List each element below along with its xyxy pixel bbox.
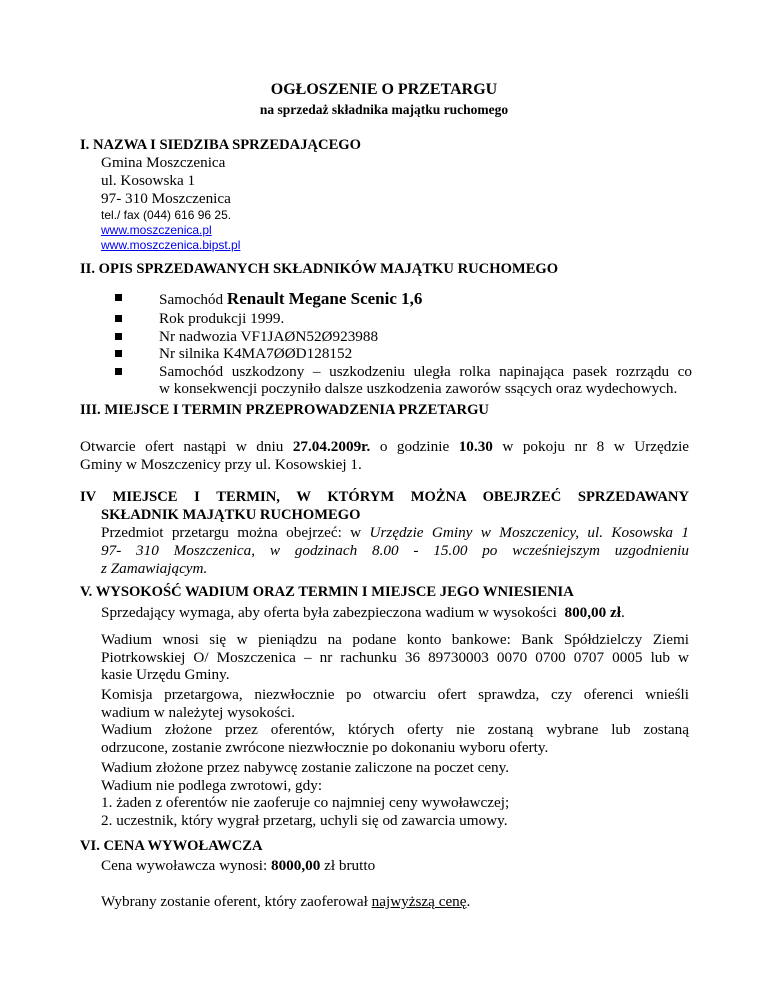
opening-info-line-1: Otwarcie ofert nastąpi w dniu 27.04.2009r. o godzinie 10.30 w pokoju nr 8 w Urzędzie [80, 438, 690, 455]
seller-name: Gmina Moszczenica [101, 154, 226, 171]
list-item: Samochód Renault Megane Scenic 1,6 [112, 289, 692, 310]
document-subtitle: na sprzedaż składnika majątku ruchomego [259, 102, 509, 117]
section-5-heading: V. WYSOKOŚĆ WADIUM ORAZ TERMIN I MIEJSCE JEGO WNIESIENIA [80, 584, 574, 600]
section-6-heading: VI. CENA WYWOŁAWCZA [80, 838, 263, 854]
section-3-heading: III. MIEJSCE I TERMIN PRZEPROWADZENIA PRZETARGU [80, 402, 489, 418]
website-link[interactable]: www.moszczenica.pl [101, 223, 212, 237]
section-4-heading-cont: SKŁADNIK MAJĄTKU RUCHOMEGO [101, 507, 361, 523]
opening-date: 27.04.2009r. [292, 438, 371, 455]
vehicle-details-list [112, 289, 692, 398]
document-title: OGŁOSZENIE O PRZETARGU [270, 81, 498, 98]
viewing-info-line-2: 97- 310 Moszczenica, w godzinach 8.00 - 15.00 po wcześniejszym uzgodnieniu [101, 542, 689, 559]
starting-price: 8000,00 [270, 857, 321, 874]
starting-price-line: Cena wywoławcza wynosi: 8000,00 zł brutto [101, 857, 376, 874]
viewing-location: Urzędzie Gminy w Moszczenicy, ul. Kosowska 1 [369, 524, 689, 541]
commission-paragraph: Komisja przetargowa, niezwłocznie po otwarciu ofert sprawdza, czy oferenci wnieśli wadium w należytej wysokości. Wadium złożone przez oferentów, których oferty nie zostaną wybrane lub zostaną odrzucone, zostanie zwrócone niezwłocznie po dokonaniu wyboru oferty. [101, 686, 689, 756]
deposit-amount: 800,00 zł [564, 604, 621, 621]
list-item: Nr nadwozia VF1JAØN52Ø923988 [112, 328, 692, 346]
section-1-heading: I. NAZWA I SIEDZIBA SPRZEDAJĄCEGO [80, 137, 361, 153]
highest-price-text: najwyższą cenę [371, 893, 467, 910]
seller-city: 97- 310 Moszczenica [101, 190, 231, 207]
vehicle-model: Renault Megane Scenic 1,6 [226, 289, 423, 308]
list-item: Nr silnika K4MA7ØØD128152 [112, 345, 692, 363]
opening-time: 10.30 [458, 438, 493, 455]
section-4-heading: IV MIEJSCE I TERMIN, W KTÓRYM MOŻNA OBEJRZEĆ SPRZEDAWANY [80, 489, 689, 505]
deposit-bank-paragraph: Wadium wnosi się w pieniądzu na podane konto bankowe: Bank Spółdzielczy Ziemi Piotrkowskiej O/ Moszczenica – nr rachunku 36 89730003 0070 0700 0707 0005 lub w kasie Urzędu Gminy. [101, 631, 689, 683]
winner-rule-line: Wybrany zostanie oferent, który zaoferował najwyższą cenę. [101, 893, 471, 910]
viewing-info-line-1: Przedmiot przetargu można obejrzeć: w Urzędzie Gminy w Moszczenicy, ul. Kosowska 1 [101, 524, 689, 541]
list-item: Samochód uszkodzony – uszkodzeniu uległa rolka napinająca pasek rozrządu co w konsekwencji poczyniło dalsze uszkodzenia zaworów ssących oraz wydechowych. [112, 363, 692, 398]
list-item: Rok produkcji 1999. [112, 310, 692, 328]
section-2-heading: II. OPIS SPRZEDAWANYCH SKŁADNIKÓW MAJĄTKU RUCHOMEGO [80, 261, 559, 277]
deposit-rules-paragraph: Wadium złożone przez nabywcę zostanie zaliczone na poczet ceny. Wadium nie podlega zwrotowi, gdy: 1. żaden z oferentów nie zaoferuje co najmniej ceny wywoławczej; 2. uczestnik, który wygrał przetarg, uchyli się od zawarcia umowy. [101, 759, 510, 829]
viewing-info-line-3: z Zamawiającym. [101, 560, 208, 577]
bip-link[interactable]: www.moszczenica.bipst.pl [101, 238, 241, 252]
seller-phone: tel./ fax (044) 616 96 25. [101, 208, 232, 222]
opening-info-line-2: Gminy w Moszczenicy przy ul. Kosowskiej 1. [80, 456, 362, 473]
deposit-requirement: Sprzedający wymaga, aby oferta była zabezpieczona wadium w wysokości 800,00 zł. [101, 604, 625, 621]
seller-street: ul. Kosowska 1 [101, 172, 196, 189]
